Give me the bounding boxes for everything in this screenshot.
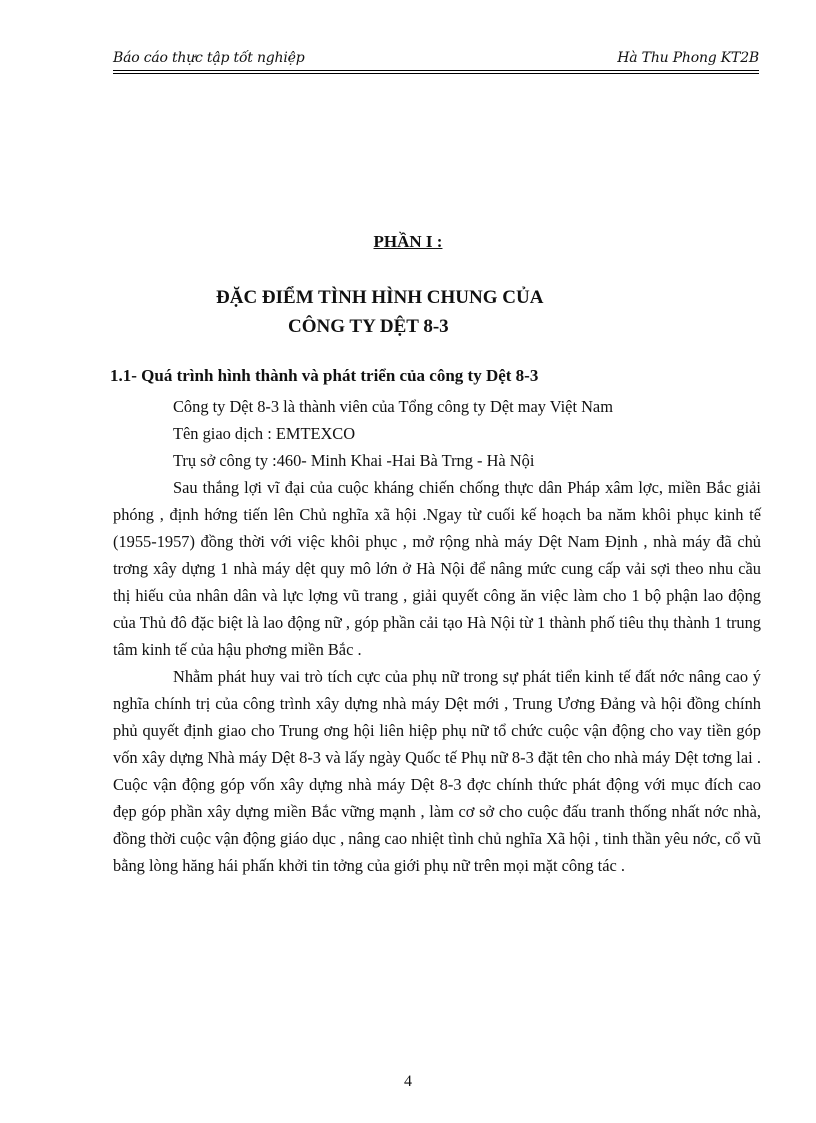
part-title-text: PHẦN I : [373, 232, 443, 251]
header-author: Hà Thu Phong KT2B [617, 50, 759, 66]
paragraph-history: Sau thắng lợi vĩ đại của cuộc kháng chiến chống thực dân Pháp xâm lợc, miền Bắc giải phóng , định hớng tiến lên Chủ nghĩa xã hội .Ngay từ cuối kế hoạch ba năm khôi phục kinh tế (1955-1957) đồng thời với việc khôi phục , mở rộng nhà máy Dệt Nam Định , nhà máy đã chủ trơng xây dựng 1 nhà máy dệt quy mô lớn ở Hà Nội để nâng mức cung cấp vải sợi theo nhu cầu thị hiếu của nhân dân và lực lợng vũ trang , giải quyết công ăn việc làm cho 1 bộ phận lao động của Thủ đô đặc biệt là lao động nữ , góp phần cải tạo Hà Nội từ 1 thành phố tiêu thụ thành 1 trung tâm kinh tế của hậu phơng miền Bắc . [113, 478, 761, 659]
section-heading: 1.1- Quá trình hình thành và phát triển của công ty Dệt 8-3 [110, 366, 539, 385]
chapter-title-line-2: CÔNG TY DỆT 8-3 [288, 316, 449, 337]
paragraph-founding: Nhằm phát huy vai trò tích cực của phụ nữ trong sự phát tiển kinh tế đất nớc nâng cao ý nghĩa chính trị của công trình xây dựng nhà máy Dệt mới , Trung Ương Đảng và hội đồng chính phủ quyết định giao cho Trung ơng hội liên hiệp phụ nữ tổ chức cuộc vận động cho vay tiền góp vốn xây dựng Nhà máy Dệt 8-3 và lấy ngày Quốc tế Phụ nữ 8-3 đặt tên cho nhà máy Dệt tơng lai . Cuộc vận động góp vốn xây dựng nhà máy Dệt 8-3 đợc chính thức phát động với mục đích cao đẹp góp phần xây dựng miền Bắc vững mạnh , làm cơ sở cho cuộc đấu tranh thống nhất nớc nhà, đồng thời cuộc vận động giáo dục , nâng cao nhiệt tình chủ nghĩa Xã hội , tinh thần yêu nớc, cổ vũ bằng lòng hăng hái phấn khởi tin tởng của giới phụ nữ trên mọi mặt công tác . [113, 667, 761, 875]
header-report-title: Báo cáo thực tập tốt nghiệp [113, 50, 305, 66]
chapter-title-line-1: ĐẶC ĐIỂM TÌNH HÌNH CHUNG CỦA [216, 287, 544, 308]
header-rule [113, 70, 759, 71]
body-text [113, 393, 761, 879]
info-line-company: Công ty Dệt 8-3 là thành viên của Tổng công ty Dệt may Việt Nam [173, 397, 613, 416]
info-line-address: Trụ sở công ty :460- Minh Khai -Hai Bà Trng - Hà Nội [173, 451, 535, 470]
page-header [113, 50, 759, 72]
info-line-trade-name: Tên giao dịch : EMTEXCO [173, 424, 356, 443]
page-number: 4 [404, 1073, 412, 1090]
header-rule-secondary [113, 73, 759, 74]
part-title [0, 232, 816, 252]
